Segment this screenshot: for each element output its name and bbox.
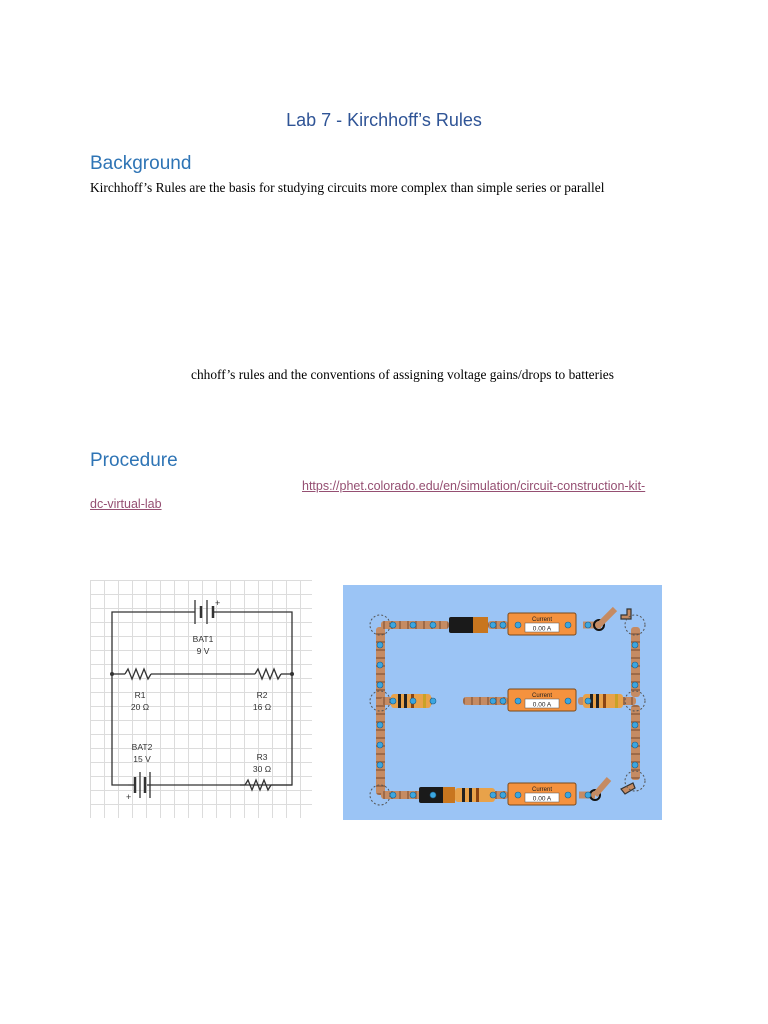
electron-dot bbox=[430, 622, 436, 628]
r1-value: 20 Ω bbox=[130, 702, 150, 712]
r3-value: 30 Ω bbox=[252, 764, 272, 774]
electron-dot bbox=[632, 762, 638, 768]
r2-value: 16 Ω bbox=[252, 702, 272, 712]
electron-dot bbox=[377, 762, 383, 768]
bottom-resistor bbox=[455, 788, 495, 802]
electron-dot bbox=[632, 662, 638, 668]
electron-dot bbox=[377, 662, 383, 668]
electron-dot bbox=[585, 698, 591, 704]
electron-dot bbox=[377, 642, 383, 648]
bat2-polarity: + bbox=[126, 792, 132, 802]
electron-dot bbox=[377, 742, 383, 748]
ammeter-top-label: Current bbox=[531, 617, 553, 623]
simulation-link-line-2[interactable]: dc-virtual-lab bbox=[90, 497, 162, 511]
electron-dot bbox=[632, 722, 638, 728]
electron-dot bbox=[565, 622, 571, 628]
electron-dot bbox=[565, 698, 571, 704]
document-title: Lab 7 - Kirchhoff’s Rules bbox=[286, 110, 482, 130]
bat1-symbol bbox=[190, 600, 215, 624]
background-paragraph-line-1: Kirchhoff’s Rules are the basis for studying circuits more complex than simple series or parallel bbox=[90, 180, 605, 195]
ammeter-bottom-label: Current bbox=[531, 787, 553, 793]
bat1-label: BAT1 bbox=[192, 634, 214, 644]
circuit-schematic bbox=[90, 580, 312, 818]
electron-dot bbox=[410, 622, 416, 628]
bat2-label: BAT2 bbox=[131, 742, 153, 752]
electron-dot bbox=[500, 622, 506, 628]
bat1-value: 9 V bbox=[196, 646, 210, 656]
electron-dot bbox=[585, 792, 591, 798]
electron-dot bbox=[500, 792, 506, 798]
electron-dot bbox=[632, 642, 638, 648]
background-paragraph-line-2: chhoff’s rules and the conventions of assigning voltage gains/drops to batteries bbox=[191, 367, 614, 382]
electron-dot bbox=[515, 792, 521, 798]
electron-dot bbox=[430, 792, 436, 798]
electron-dot bbox=[490, 698, 496, 704]
phet-simulation-screenshot bbox=[343, 585, 662, 820]
electron-dot bbox=[565, 792, 571, 798]
ammeter-middle-reading: 0.00 A bbox=[532, 701, 552, 709]
electron-dot bbox=[632, 682, 638, 688]
schematic-drawing bbox=[90, 580, 312, 818]
ammeter-top-reading: 0.00 A bbox=[532, 625, 552, 633]
procedure-heading: Procedure bbox=[90, 450, 178, 471]
r2-label: R2 bbox=[256, 690, 268, 700]
ammeter-middle-label: Current bbox=[531, 693, 553, 699]
simulation-link-line-1[interactable]: https://phet.colorado.edu/en/simulation/circuit-construction-kit- bbox=[302, 479, 646, 493]
r1-label: R1 bbox=[134, 690, 146, 700]
electron-dot bbox=[515, 698, 521, 704]
bat1-polarity: + bbox=[215, 598, 221, 608]
electron-dot bbox=[390, 622, 396, 628]
background-heading: Background bbox=[90, 153, 192, 174]
electron-dot bbox=[390, 698, 396, 704]
electron-dot bbox=[632, 742, 638, 748]
electron-dot bbox=[377, 682, 383, 688]
r3-label: R3 bbox=[256, 752, 268, 762]
bat2-value: 15 V bbox=[133, 754, 151, 764]
ammeter-bottom-reading: 0.00 A bbox=[532, 795, 552, 803]
electron-dot bbox=[490, 622, 496, 628]
electron-dot bbox=[515, 622, 521, 628]
electron-dot bbox=[490, 792, 496, 798]
electron-dot bbox=[410, 792, 416, 798]
electron-dot bbox=[410, 698, 416, 704]
electron-dot bbox=[390, 792, 396, 798]
electron-dot bbox=[377, 722, 383, 728]
simulation-drawing bbox=[343, 585, 662, 820]
electron-dot bbox=[430, 698, 436, 704]
electron-dot bbox=[500, 698, 506, 704]
electron-dot bbox=[585, 622, 591, 628]
